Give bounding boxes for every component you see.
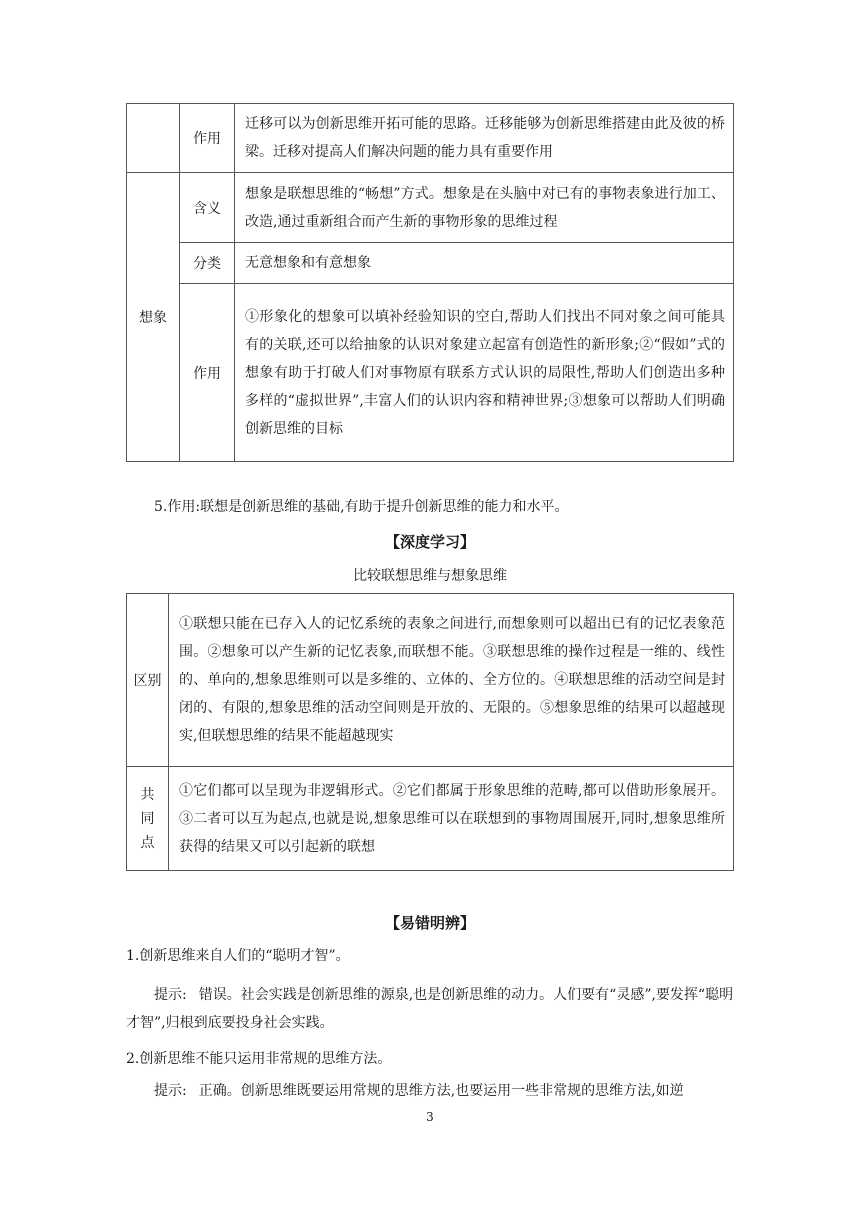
comparison-table-title: 比较联想思维与想象思维 [353,568,507,584]
mistake-item-2-question: 2.创新思维不能只运用非常规的思维方法。 [126,1051,392,1067]
table1-label-meaning: 含义 [180,173,235,243]
tip-label: 提示: [154,1083,187,1099]
section-heading-mistakes: 【易错明辨】 [384,914,475,932]
table1-imagination-meaning-text: 想象是联想思维的“畅想”方式。想象是在头脑中对已有的事物表象进行加工、改造,通过重新组合而产生新的事物形象的思维过程 [235,173,734,243]
point-5-paragraph: 5.作用:联想是创新思维的基础,有助于提升创新思维的能力和水平。 [154,499,569,515]
table1-transfer-function-text: 迁移可以为创新思维开拓可能的思路。迁移能够为创新思维搭建由此及彼的桥梁。迁移对提高人们解决问题的能力具有重要作用 [235,104,734,173]
page-number: 3 [426,1110,434,1124]
mistake-item-2-tip [126,1077,736,1105]
table1-imagination-function-text: ①形象化的想象可以填补经验知识的空白,帮助人们找出不同对象之间可能具有的关联,还可以给抽象的认识对象建立起富有创造性的新形象;②“假如”式的想象有助于打破人们对事物原有联系方式认识的局限性,帮助人们创造出多种多样的“虚拟世界”,丰富人们的认识内容和精神世界;③想象可以帮助人们明确创新思维的目标 [235,284,734,462]
table2-label-difference: 区别 [127,594,169,767]
section-heading-deep-learning: 【深度学习】 [384,533,475,551]
table1-label-category: 分类 [180,243,235,284]
comparison-table [126,593,734,871]
table1-cell-empty [127,104,180,173]
table1-label-function-2: 作用 [180,284,235,462]
tip-text: 正确。创新思维既要运用常规的思维方法,也要运用一些非常规的思维方法,如逆 [198,1083,684,1099]
mistake-item-1-tip [126,981,736,1037]
tip-label: 提示: [154,987,187,1003]
table1-label-function: 作用 [180,104,235,173]
table1-imagination-category-text: 无意想象和有意想象 [235,243,734,284]
table2-label-common: 共同点 [127,767,169,871]
imagination-table [126,103,734,462]
tip-text: 错误。社会实践是创新思维的源泉,也是创新思维的动力。人们要有“灵感”,要发挥“聪明才智”,归根到底要投身社会实践。 [126,987,734,1031]
table2-difference-text: ①联想只能在已存入人的记忆系统的表象之间进行,而想象则可以超出已有的记忆表象范围。②想象可以产生新的记忆表象,而联想不能。③联想思维的操作过程是一维的、线性的、单向的,想象思维则可以是多维的、立体的、全方位的。④联想思维的活动空间是封闭的、有限的,想象思维的活动空间则是开放的、无限的。⑤想象思维的结果可以超越现实,但联想思维的结果不能超越现实 [169,594,734,767]
table1-label-imagination: 想象 [127,173,180,462]
table2-common-text: ①它们都可以呈现为非逻辑形式。②它们都属于形象思维的范畴,都可以借助形象展开。③二者可以互为起点,也就是说,想象思维可以在联想到的事物周围展开,同时,想象思维所获得的结果又可以引起新的联想 [169,767,734,871]
mistake-item-1-question: 1.创新思维来自人们的“聪明才智”。 [126,948,350,964]
